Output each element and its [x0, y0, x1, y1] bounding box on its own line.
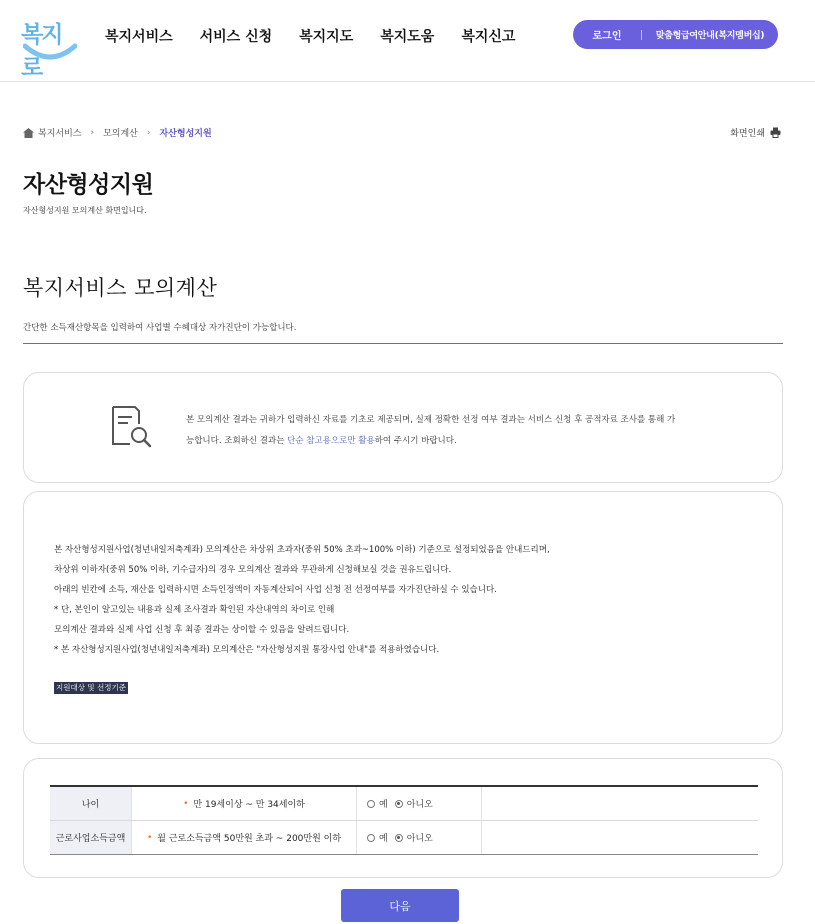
info-box	[23, 491, 783, 744]
info-line: * 단, 본인이 알고있는 내용과 실제 조사결과 확인된 자산내역의 차이로 인해	[54, 605, 335, 615]
criteria-box	[23, 758, 783, 878]
criteria-table	[50, 785, 758, 855]
home-icon	[23, 128, 34, 138]
radio-yes-label: 예	[379, 834, 388, 844]
table-row	[50, 821, 758, 855]
notice-box	[23, 372, 783, 483]
info-text	[54, 540, 754, 660]
custom-benefit-guide-button[interactable]: 맞춤형급여안내(복지멤버십)	[655, 31, 765, 41]
income-yes-option[interactable]	[367, 831, 388, 844]
logo-text: 복지로	[21, 22, 62, 81]
row-empty-cell	[482, 787, 758, 820]
info-line: 아래의 빈칸에 소득, 재산을 입력하시면 소득인정액이 자동계산되어 사업 신청 전 선정여부를 자가진단하실 수 있습니다.	[54, 585, 497, 595]
section-divider	[23, 343, 783, 344]
page-subtitle: 자산형성지원 모의계산 화면입니다.	[23, 206, 147, 215]
row-label-age: 나이	[50, 787, 132, 820]
notice-highlight: 단순 참고용으로만 활용	[287, 436, 375, 446]
login-button[interactable]: 로그인	[592, 31, 622, 42]
info-line: 모의계산 결과와 실제 사업 신청 후 최종 결과는 상이할 수 있음을 알려드립니다.	[54, 625, 350, 635]
nav-welfare-map[interactable]: 복지지도	[299, 29, 354, 45]
notice-line1: 본 모의계산 결과는 귀하가 입력하신 자료를 기초로 제공되며, 실제 정확한 선정 여부 결과는 서비스 신청 후 공적자료 조사를 통해 가	[186, 415, 676, 425]
table-row	[50, 787, 758, 821]
print-label: 화면인쇄	[730, 129, 765, 139]
info-line: 차상위 이하자(중위 50% 이하, 기수급자)의 경우 모의계산 결과와 무관하게 신청해보실 것을 권유드립니다.	[54, 565, 452, 575]
breadcrumb-current: 자산형성지원	[159, 129, 212, 139]
age-yes-option[interactable]	[367, 797, 388, 810]
radio-no-label: 아니오	[406, 834, 433, 844]
breadcrumb-simulation[interactable]: 모의계산	[103, 129, 138, 139]
row-condition	[132, 787, 357, 820]
breadcrumb-home[interactable]: 복지서비스	[38, 129, 82, 139]
age-radio-group	[357, 787, 482, 820]
notice-text	[186, 410, 746, 452]
eligibility-criteria-button[interactable]: 지원대상 및 선정기준	[56, 683, 126, 692]
smile-icon	[23, 42, 77, 64]
next-button[interactable]: 다음	[341, 889, 459, 922]
income-radio-group	[357, 821, 482, 854]
printer-icon	[770, 127, 781, 138]
chevron-right-icon: ›	[146, 127, 151, 138]
radio-no-label: 아니오	[406, 800, 433, 810]
row-condition	[132, 821, 357, 854]
radio-no[interactable]	[395, 800, 403, 808]
notice-line2-post: 하여 주시기 바랍니다.	[374, 436, 457, 446]
required-star-icon: •	[183, 798, 189, 809]
notice-line2-pre: 능합니다. 조회하신 결과는	[186, 436, 288, 446]
breadcrumb	[23, 126, 212, 139]
nav-welfare-help[interactable]: 복지도움	[380, 29, 435, 45]
top-utility-bar	[495, 0, 815, 4]
account-pill	[573, 20, 778, 49]
radio-yes[interactable]	[367, 834, 375, 842]
chevron-right-icon: ›	[90, 127, 95, 138]
nav-welfare-service[interactable]: 복지서비스	[105, 29, 173, 45]
info-line: 본 자산형성지원사업(청년내일저축계좌) 모의계산은 차상위 초과자(중위 50% 초과~100% 이하) 기준으로 설정되었음을 안내드리며,	[54, 545, 550, 555]
nav-welfare-report[interactable]: 복지신고	[461, 29, 516, 45]
condition-text: 월 근로소득금액 50만원 초과 ~ 200만원 이하	[157, 834, 342, 844]
site-header	[0, 0, 815, 82]
print-button[interactable]	[730, 126, 781, 139]
row-label-income: 근로사업소득금액	[50, 821, 132, 854]
row-empty-cell	[482, 821, 758, 854]
radio-yes[interactable]	[367, 800, 375, 808]
age-no-option[interactable]	[395, 797, 433, 810]
condition-text: 만 19세이상 ~ 만 34세이하	[193, 800, 305, 810]
required-star-icon: •	[146, 832, 153, 843]
bokjiro-logo[interactable]	[21, 16, 79, 81]
section-title: 복지서비스 모의계산	[23, 276, 218, 300]
page-title: 자산형성지원	[23, 172, 154, 198]
main-nav	[105, 26, 542, 46]
document-search-icon	[108, 404, 154, 450]
nav-service-apply[interactable]: 서비스 신청	[199, 29, 273, 45]
radio-yes-label: 예	[379, 800, 388, 810]
income-no-option[interactable]	[395, 831, 433, 844]
section-subtitle: 간단한 소득재산항목을 입력하여 사업별 수혜대상 자가진단이 가능합니다.	[23, 323, 297, 333]
radio-no[interactable]	[395, 834, 403, 842]
info-line: * 본 자산형성지원사업(청년내일저축계좌) 모의계산은 "자산형성지원 통장사업 안내"를 적용하였습니다.	[54, 645, 440, 655]
